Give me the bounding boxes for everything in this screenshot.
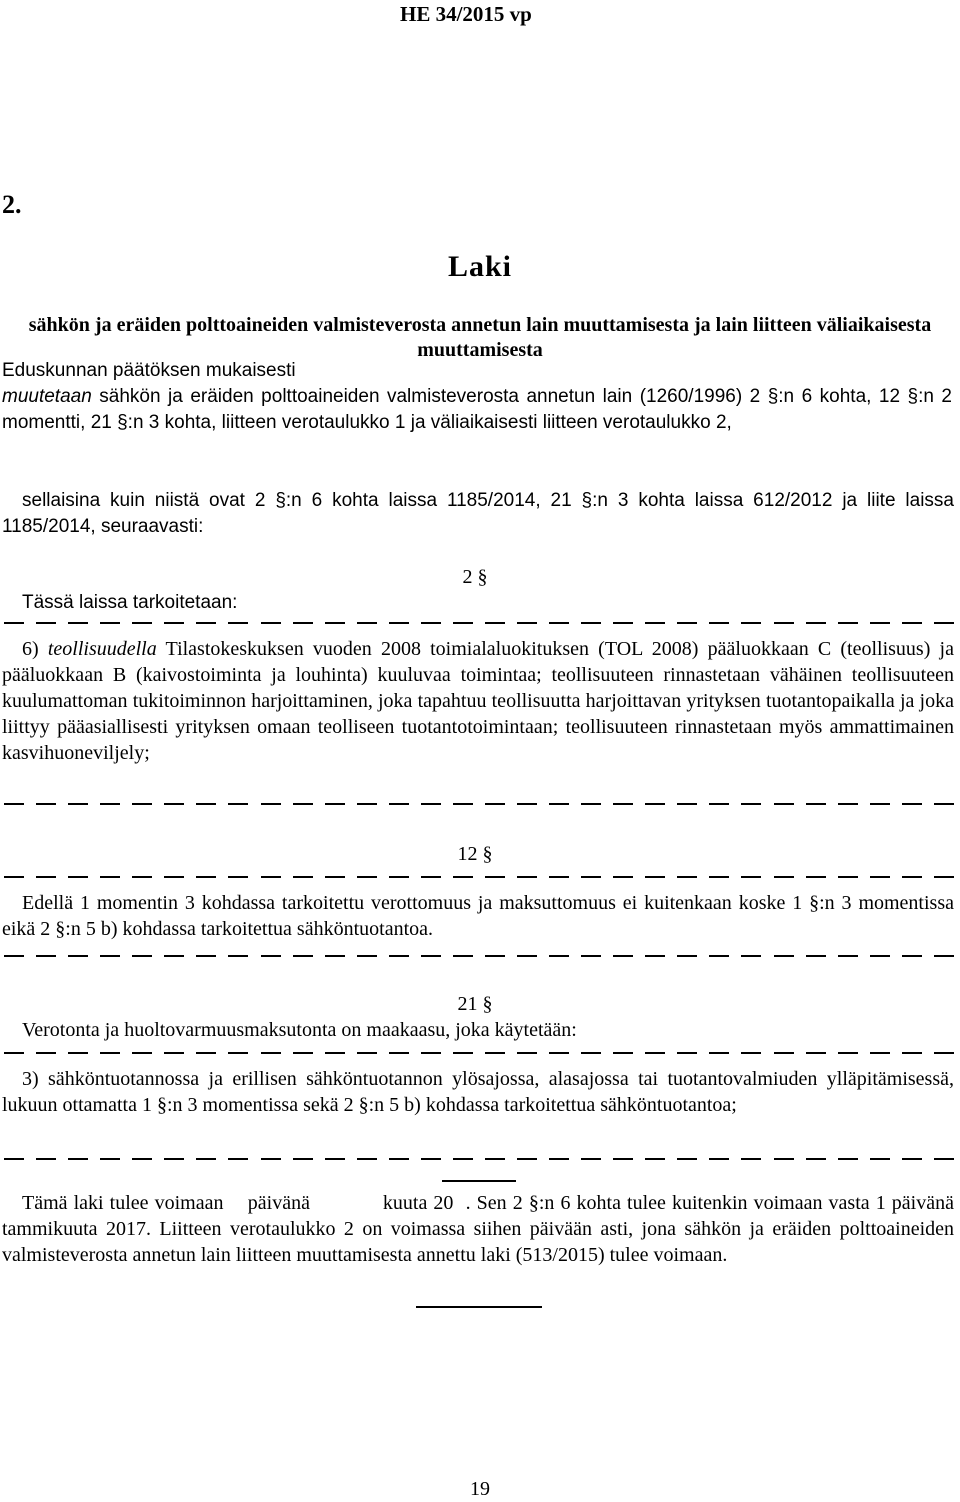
dash	[132, 955, 152, 957]
separator-rule	[442, 1180, 516, 1182]
dash	[485, 622, 505, 624]
section-12-heading: 12 §	[457, 843, 493, 865]
item-6-prefix: 6)	[22, 638, 48, 660]
dash	[774, 955, 794, 957]
dash	[132, 1052, 152, 1054]
dash	[774, 622, 794, 624]
dash	[228, 622, 248, 624]
dash	[36, 1158, 56, 1160]
dash	[774, 876, 794, 878]
dash	[421, 955, 441, 957]
dash	[870, 803, 890, 805]
dash	[806, 1052, 826, 1054]
omission-dashes	[4, 1052, 954, 1054]
dash	[677, 622, 697, 624]
dash	[549, 1158, 569, 1160]
dash	[421, 803, 441, 805]
dash	[357, 803, 377, 805]
dash	[517, 955, 537, 957]
section-12-body: Edellä 1 momentin 3 kohdassa tarkoitettu verottomuus ja maksuttomuus ei kuitenkaan koske 1 §:n 3 momentissa eikä 2 §:n 5 b) kohdassa tarkoitettua sähköntuotantoa.	[2, 892, 954, 940]
preamble-intro: Eduskunnan päätöksen mukaisesti	[2, 360, 296, 381]
dash	[68, 622, 88, 624]
dash	[261, 955, 281, 957]
preamble-sellaisina: sellaisina kuin niistä ovat 2 §:n 6 kohta laissa 1185/2014, 21 §:n 3 kohta laissa 612/2012 ja liite laissa 1185/2014, seuraavasti:	[2, 490, 954, 537]
dash	[645, 955, 665, 957]
dash	[68, 955, 88, 957]
dash	[613, 622, 633, 624]
dash	[453, 876, 473, 878]
dash	[485, 1052, 505, 1054]
dash	[36, 876, 56, 878]
omission-dashes	[4, 876, 954, 878]
dash	[645, 803, 665, 805]
dash	[774, 1158, 794, 1160]
dash	[902, 876, 922, 878]
dash	[68, 876, 88, 878]
dash	[645, 1052, 665, 1054]
dash	[421, 1158, 441, 1160]
dash	[228, 803, 248, 805]
dash	[4, 1158, 24, 1160]
dash	[517, 1052, 537, 1054]
dash	[485, 1158, 505, 1160]
dash	[325, 803, 345, 805]
dash	[293, 1158, 313, 1160]
dash	[549, 622, 569, 624]
dash	[934, 1158, 954, 1160]
dash	[100, 955, 120, 957]
dash	[902, 803, 922, 805]
dash	[645, 622, 665, 624]
dash	[261, 622, 281, 624]
dash	[228, 876, 248, 878]
dash	[741, 1052, 761, 1054]
dash	[228, 1158, 248, 1160]
omission-dashes	[4, 955, 954, 957]
entry-into-force: Tämä laki tulee voimaan päivänä kuuta 20 . Sen 2 §:n 6 kohta tulee kuitenkin voimaan vasta 1 päivänä tammikuuta 2017. Liitteen verotaulukko 2 on voimassa siihen päivään asti, jona sähkön ja eräiden polttoaineiden valmisteverosta annetun lain liitteen muuttamisesta annettu laki (513/2015) tulee voimaan.	[2, 1192, 959, 1266]
dash	[517, 803, 537, 805]
omission-dashes	[4, 622, 954, 624]
dash	[389, 955, 409, 957]
dash	[4, 622, 24, 624]
dash	[517, 876, 537, 878]
dash	[4, 876, 24, 878]
dash	[325, 1052, 345, 1054]
dash	[132, 1158, 152, 1160]
omission-dashes	[4, 803, 954, 805]
dash	[68, 803, 88, 805]
dash	[453, 803, 473, 805]
section-2-heading: 2 §	[462, 566, 488, 588]
preamble-body	[2, 384, 952, 436]
dash	[902, 1158, 922, 1160]
dash	[389, 876, 409, 878]
dash	[517, 1158, 537, 1160]
dash	[741, 803, 761, 805]
dash	[132, 876, 152, 878]
dash	[934, 803, 954, 805]
dash	[774, 803, 794, 805]
section-2-intro: Tässä laissa tarkoitetaan:	[22, 592, 238, 613]
dash	[421, 876, 441, 878]
dash	[261, 803, 281, 805]
dash	[196, 1158, 216, 1160]
dash	[677, 876, 697, 878]
dash	[196, 955, 216, 957]
dash	[389, 622, 409, 624]
law-subtitle: sähkön ja eräiden polttoaineiden valmisteverosta annetun lain muuttamisesta ja lain liitteen väliaikaisesta muuttamisesta	[28, 314, 932, 361]
dash	[196, 1052, 216, 1054]
dash	[293, 1052, 313, 1054]
dash	[357, 1158, 377, 1160]
dash	[485, 955, 505, 957]
dash	[902, 955, 922, 957]
dash	[100, 1052, 120, 1054]
dash	[549, 955, 569, 957]
dash	[389, 803, 409, 805]
dash	[517, 622, 537, 624]
dash	[389, 1052, 409, 1054]
dash	[870, 1158, 890, 1160]
dash	[228, 955, 248, 957]
dash	[806, 955, 826, 957]
dash	[325, 955, 345, 957]
item-6-term: teollisuudella	[47, 638, 157, 660]
dash	[613, 1158, 633, 1160]
dash	[36, 803, 56, 805]
dash	[709, 876, 729, 878]
dash	[132, 803, 152, 805]
dash	[806, 876, 826, 878]
muutetaan-word: muutetaan	[2, 386, 92, 407]
dash	[132, 622, 152, 624]
dash	[357, 1052, 377, 1054]
dash	[100, 803, 120, 805]
dash	[164, 1052, 184, 1054]
dash	[164, 876, 184, 878]
dash	[934, 955, 954, 957]
dash	[4, 803, 24, 805]
dash	[549, 803, 569, 805]
dash	[581, 1158, 601, 1160]
dash	[741, 1158, 761, 1160]
dash	[677, 1158, 697, 1160]
dash	[196, 803, 216, 805]
dash	[741, 876, 761, 878]
page-number: 19	[470, 1478, 490, 1500]
dash	[228, 1052, 248, 1054]
omission-dashes	[4, 1158, 954, 1160]
dash	[709, 1052, 729, 1054]
dash	[645, 876, 665, 878]
dash	[709, 803, 729, 805]
dash	[293, 803, 313, 805]
dash	[293, 622, 313, 624]
dash	[261, 1158, 281, 1160]
dash	[36, 1052, 56, 1054]
dash	[293, 955, 313, 957]
dash	[581, 876, 601, 878]
dash	[549, 876, 569, 878]
dash	[164, 622, 184, 624]
dash	[421, 1052, 441, 1054]
dash	[164, 803, 184, 805]
dash	[838, 1052, 858, 1054]
dash	[421, 622, 441, 624]
dash	[870, 955, 890, 957]
dash	[677, 1052, 697, 1054]
end-rule	[416, 1306, 542, 1308]
dash	[709, 622, 729, 624]
dash	[325, 876, 345, 878]
dash	[870, 876, 890, 878]
dash	[325, 622, 345, 624]
dash	[581, 622, 601, 624]
dash	[838, 622, 858, 624]
law-title: Laki	[447, 250, 513, 283]
dash	[838, 1158, 858, 1160]
section-number: 2.	[2, 190, 22, 219]
dash	[100, 622, 120, 624]
section-21-item-3: 3) sähköntuotannossa ja erillisen sähköntuotannon ylösajossa, alasajossa tai tuotantovalmiuden ylläpitämisessä, lukuun ottamatta 1 §:n 3 momentissa sekä 2 §:n 5 b) kohdassa tarkoitettua sähköntuotantoa;	[2, 1068, 954, 1116]
dash	[581, 1052, 601, 1054]
dash	[806, 622, 826, 624]
dash	[613, 876, 633, 878]
item-6-body: Tilastokeskuksen vuoden 2008 toimialaluokituksen (TOL 2008) pääluokkaan C (teollisuus) ja pääluokkaan B (kaivostoiminta ja louhinta) kuuluvaa toimintaa; teollisuuteen rinnastetaan vähäinen teollisuuteen kuulumattoman tukitoiminnon harjoittaminen, joka tapahtuu teollisuutta harjoittavan yrityksen tuotantopaikalla ja joka liittyy pääasiallisesti yrityksen omaan teolliseen tuotantotoimintaan; teollisuuteen rinnastetaan myös ammattimainen kasvihuoneviljely;	[2, 638, 954, 764]
dash	[293, 876, 313, 878]
dash	[838, 876, 858, 878]
dash	[68, 1052, 88, 1054]
section-2-item-6	[2, 636, 954, 766]
dash	[677, 955, 697, 957]
dash	[100, 1158, 120, 1160]
document-id: HE 34/2015 vp	[400, 2, 532, 26]
dash	[838, 955, 858, 957]
dash	[741, 955, 761, 957]
dash	[357, 955, 377, 957]
dash	[870, 1052, 890, 1054]
dash	[934, 1052, 954, 1054]
dash	[709, 1158, 729, 1160]
dash	[100, 876, 120, 878]
dash	[709, 955, 729, 957]
dash	[741, 622, 761, 624]
dash	[838, 803, 858, 805]
dash	[36, 955, 56, 957]
preamble-body-text: sähkön ja eräiden polttoaineiden valmisteverosta annetun lain (1260/1996) 2 §:n 6 kohta, 12 §:n 2 momentti, 21 §:n 3 kohta, liitteen verotaulukko 1 ja väliaikaisesti liitteen verotaulukko 2,	[2, 386, 952, 433]
dash	[774, 1052, 794, 1054]
section-21-intro: Verotonta ja huoltovarmuusmaksutonta on maakaasu, joka käytetään:	[22, 1019, 577, 1041]
dash	[613, 955, 633, 957]
dash	[870, 622, 890, 624]
dash	[196, 622, 216, 624]
dash	[389, 1158, 409, 1160]
dash	[934, 622, 954, 624]
dash	[902, 1052, 922, 1054]
dash	[806, 1158, 826, 1160]
dash	[485, 876, 505, 878]
dash	[902, 622, 922, 624]
dash	[357, 622, 377, 624]
dash	[68, 1158, 88, 1160]
dash	[325, 1158, 345, 1160]
dash	[677, 803, 697, 805]
dash	[613, 803, 633, 805]
dash	[453, 1158, 473, 1160]
dash	[453, 955, 473, 957]
dash	[645, 1158, 665, 1160]
section-21-heading: 21 §	[457, 993, 493, 1015]
dash	[196, 876, 216, 878]
dash	[453, 622, 473, 624]
dash	[164, 955, 184, 957]
dash	[581, 803, 601, 805]
dash	[581, 955, 601, 957]
dash	[4, 955, 24, 957]
dash	[453, 1052, 473, 1054]
dash	[36, 622, 56, 624]
dash	[485, 803, 505, 805]
dash	[549, 1052, 569, 1054]
dash	[4, 1052, 24, 1054]
dash	[261, 876, 281, 878]
dash	[357, 876, 377, 878]
dash	[806, 803, 826, 805]
dash	[934, 876, 954, 878]
dash	[164, 1158, 184, 1160]
dash	[261, 1052, 281, 1054]
dash	[613, 1052, 633, 1054]
